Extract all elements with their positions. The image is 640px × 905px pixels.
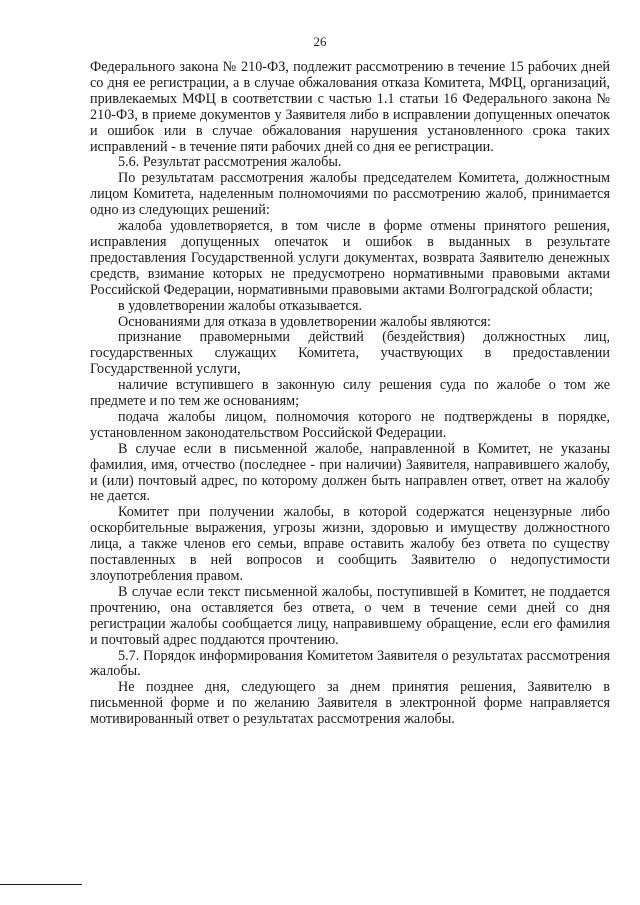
paragraph-refusal-grounds-intro: Основаниями для отказа в удовлетворении жалобы являются:	[118, 313, 491, 330]
section-heading-5-6: 5.6. Результат рассмотрения жалобы.	[118, 154, 342, 171]
paragraph-unreadable-text: В случае если текст письменной жалобы, поступившей в Комитет, не поддается прочтению, она оставляется без ответа, о чем в течение семи дней со дня регистрации жалобы сообщается лицу, направившему обращение, если его фамилия и почтовый адрес поддаются прочтению.	[90, 583, 610, 648]
paragraph-no-name-address: В случае если в письменной жалобе, направленной в Комитет, не указаны фамилия, имя, отчество (последнее - при наличии) Заявителя, направившего жалобу, и (или) почтовый адрес, по которому должен быть направлен ответ, ответ на жалобу не дается.	[90, 440, 610, 505]
paragraph-offensive-language: Комитет при получении жалобы, в которой содержатся нецензурные либо оскорбительные выражения, угрозы жизни, здоровью и имуществу должностного лица, а также членов его семьи, вправе оставить жалобу без ответа по существу поставленных в ней вопросов и сообщить Заявителю о недопустимости злоупотребления правом.	[90, 504, 610, 584]
paragraph-response-deadline: Не позднее дня, следующего за днем принятия решения, Заявителю в письменной форме и по желанию Заявителя в электронной форме направляется мотивированный ответ о результатах рассмотрения жалобы.	[90, 679, 610, 728]
paragraph-complaint-satisfied: жалоба удовлетворяется, в том числе в форме отмены принятого решения, исправления допущенных опечаток и ошибок в выданных в результате предоставления Государственной услуги документах, возврата Заявителю денежных средств, взимание которых не предусмотрено нормативными правовыми актами Российской Федерации, нормативными правовыми актами Волгоградской области;	[90, 218, 610, 298]
document-body	[90, 60, 610, 728]
paragraph-refusal-ground-1: признание правомерными действий (бездействия) должностных лиц, государственных служащих Комитета, участвующих в предоставлении Государственной услуги,	[90, 329, 610, 378]
page-number: 26	[313, 34, 327, 49]
paragraph-refusal-ground-3: подача жалобы лицом, полномочия которого не подтверждены в порядке, установленном законодательством Российской Федерации.	[90, 408, 610, 441]
section-heading-5-7: 5.7. Порядок информирования Комитетом Заявителя о результатах рассмотрения жалобы.	[90, 647, 610, 680]
footnote-separator-line	[0, 884, 82, 885]
paragraph-continuation: Федерального закона № 210-ФЗ, подлежит рассмотрению в течение 15 рабочих дней со дня ее регистрации, а в случае обжалования отказа Комитета, МФЦ, организаций, привлекаемых МФЦ в соответствии с частью 1.1 статьи 16 Федерального закона № 210-ФЗ, в приеме документов у Заявителя либо в исправлении допущенных опечаток и ошибок или в случае обжалования нарушения установленного срока таких исправлений - в течение пяти рабочих дней со дня ее регистрации.	[90, 59, 610, 155]
paragraph-decision-intro: По результатам рассмотрения жалобы председателем Комитета, должностным лицом Комитета, наделенным полномочиями по рассмотрению жалоб, принимается одно из следующих решений:	[90, 170, 610, 219]
paragraph-refusal-ground-2: наличие вступившего в законную силу решения суда по жалобе о том же предмете и по тем же основаниям;	[90, 377, 610, 410]
paragraph-complaint-refused: в удовлетворении жалобы отказывается.	[118, 297, 363, 314]
